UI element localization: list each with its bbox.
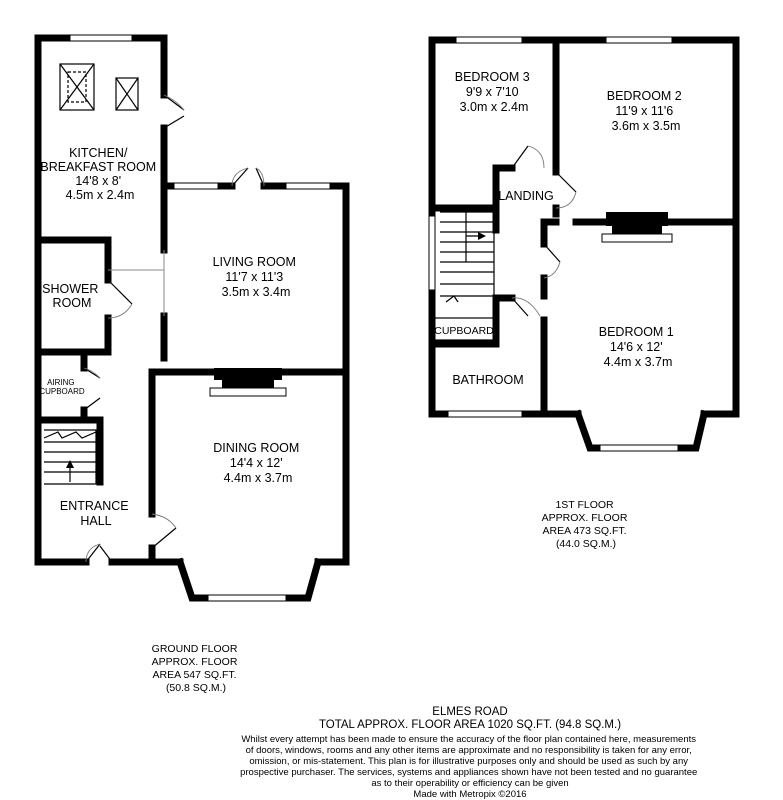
ground-floor-plan (38, 35, 346, 601)
living-french-doors-icon (232, 168, 264, 186)
living-window-right (286, 183, 330, 189)
kitchen-window (70, 35, 132, 41)
shower-door-icon (108, 280, 132, 318)
room-label-shower: SHOWER ROOM (42, 282, 99, 310)
room-label-bed2: BEDROOM 2 11'9 x 11'6 3.6m x 3.5m (606, 89, 682, 133)
ground-floor-area: GROUND FLOOR APPROX. FLOOR AREA 547 SQ.FT. (50.8 SQ.M.) (151, 643, 238, 694)
rooflight-icon (60, 64, 94, 110)
room-label-cupboard: CUPBOARD (434, 325, 494, 337)
airing-door-icon (84, 368, 100, 410)
dining-door-icon (152, 514, 176, 548)
first-floor-area: 1ST FLOOR APPROX. FLOOR AREA 473 SQ.FT. (44.0 SQ.M.) (541, 499, 628, 550)
hall-stair-wall (38, 420, 100, 482)
room-label-dining: DINING ROOM 14'4 x 12' 4.4m x 3.7m (213, 441, 300, 485)
room-label-kitchen: KITCHEN/ BREAKFAST ROOM 14'8 x 8' 4.5m x 2.4m (40, 146, 157, 202)
bed3-door-icon (512, 146, 544, 168)
bed1-door-icon (544, 244, 560, 278)
ground-staircase-icon (44, 430, 96, 484)
room-label-landing: LANDING (498, 189, 554, 203)
kitchen-back-door-icon (164, 95, 184, 128)
landing-window (429, 216, 435, 290)
room-label-bathroom: BATHROOM (452, 373, 524, 387)
disclaimer: Whilst every attempt has been made to ensure the accuracy of the floor plan contained here, measurements of doors, windows, rooms and any other items are approximate and no responsibility is taken for any error, omission, or mis-statement. This plan is for illustrative purposes only and should be used as such by any prospective purchaser. The services, systems and appliances shown have not been tested and no guarantee as to their operability or efficiency can be given (240, 734, 698, 789)
room-label-bed1: BEDROOM 1 14'6 x 12' 4.4m x 3.7m (598, 325, 674, 369)
first-bay-window (578, 414, 704, 448)
bed3-window (456, 37, 522, 43)
bathroom-window (448, 411, 522, 417)
room-label-airing: AIRING CUPBOARD (39, 378, 85, 396)
ground-bay-window (180, 562, 318, 598)
front-door-icon (86, 544, 112, 562)
bay-window-glass (208, 595, 286, 601)
first-floor-plan (429, 37, 736, 451)
bathroom-top-wall (432, 208, 496, 344)
dining-fireplace-icon (210, 368, 286, 396)
kitchen-living-wall (164, 152, 346, 562)
living-window-left (174, 183, 218, 189)
bed1-fireplace-icon (602, 212, 672, 242)
bed2-door-icon (556, 172, 576, 208)
first-staircase-icon (440, 212, 494, 302)
room-label-bed3: BEDROOM 3 9'9 x 7'10 3.0m x 2.4m (454, 70, 530, 114)
room-label-hall: ENTRANCE HALL (59, 499, 129, 528)
rooflight-icon (116, 78, 138, 110)
address-title: ELMES ROAD (432, 706, 508, 718)
total-area: TOTAL APPROX. FLOOR AREA 1020 SQ.FT. (94.8 SQ.M.) (318, 719, 622, 731)
first-bay-window-glass (600, 445, 678, 451)
credit: Made with Metropix ©2016 (413, 789, 527, 800)
bathroom-door-icon (512, 298, 540, 316)
room-label-living: LIVING ROOM 11'7 x 11'3 3.5m x 3.4m (212, 255, 296, 299)
bed2-window (606, 37, 672, 43)
